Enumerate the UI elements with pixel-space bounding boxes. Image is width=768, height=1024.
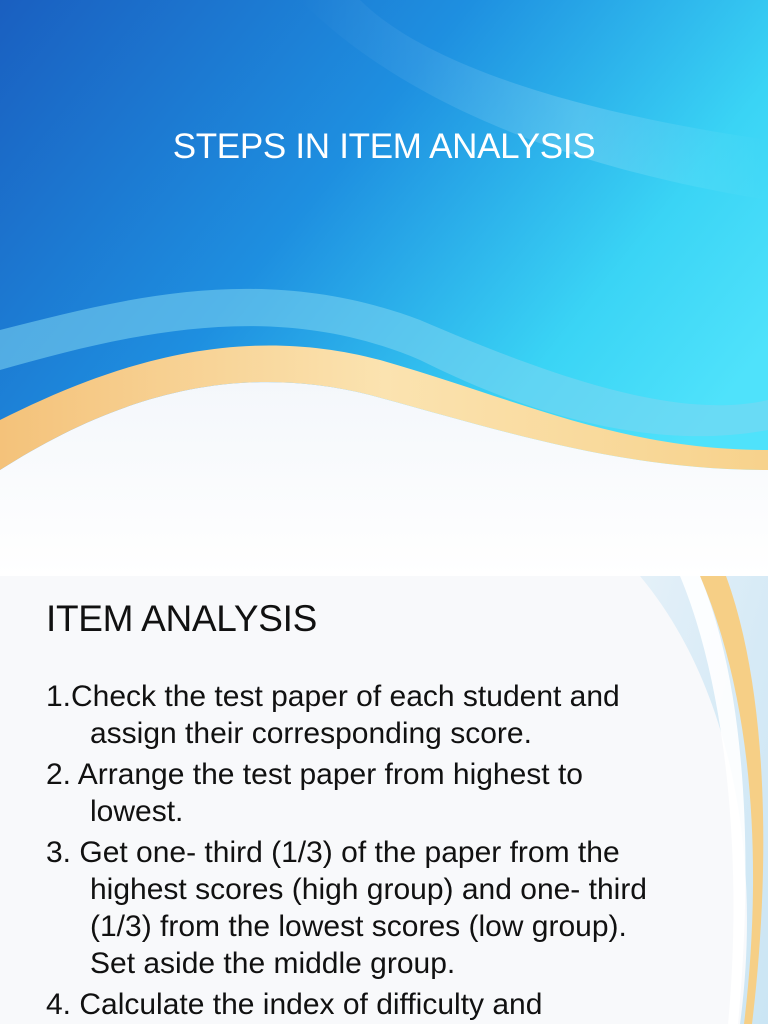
content-slide	[0, 576, 768, 1024]
step-line: 1.Check the test paper of each student and	[46, 680, 620, 713]
step-line: 4. Calculate the index of difficulty and	[46, 988, 543, 1021]
step-line: highest scores (high group) and one- third	[90, 873, 647, 906]
steps-list	[46, 678, 736, 1024]
step-line: 2. Arrange the test paper from highest to	[46, 758, 583, 791]
step-line: Set aside the middle group.	[90, 947, 456, 980]
step-item-4	[46, 986, 736, 1023]
slide-title: STEPS IN ITEM ANALYSIS	[172, 127, 596, 166]
slide-heading: ITEM ANALYSIS	[46, 598, 317, 639]
step-item-3	[46, 834, 736, 982]
step-item-2	[46, 756, 736, 830]
step-line: lowest.	[90, 795, 184, 828]
step-line: 3. Get one- third (1/3) of the paper from the	[46, 836, 620, 869]
step-item-1	[46, 678, 736, 752]
step-line: assign their corresponding score.	[90, 717, 532, 750]
step-line: (1/3) from the lowest scores (low group).	[90, 910, 627, 943]
